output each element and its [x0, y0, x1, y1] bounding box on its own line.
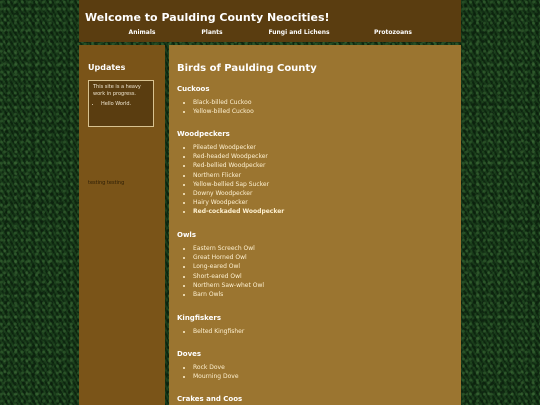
list-item: • Mourning Dove [193, 372, 447, 381]
list-item: • Downy Woodpecker [193, 189, 447, 198]
list-item: • Yellow-billed Cuckoo [193, 107, 447, 116]
nav-animals[interactable]: Animals [128, 29, 156, 36]
page [79, 0, 461, 405]
site-title: Welcome to Paulding County Neocities! [85, 11, 330, 24]
list-item: • Red-bellied Woodpecker [193, 161, 447, 170]
updates-list [93, 101, 149, 108]
section-heading: Woodpeckers [177, 130, 230, 138]
list-item: • Red-headed Woodpecker [193, 152, 447, 161]
main-content [169, 45, 461, 405]
section-doves [177, 350, 447, 381]
section-kingfiskers [177, 314, 447, 336]
page-title: Birds of Paulding County [177, 63, 317, 74]
nav-plants[interactable]: Plants [201, 29, 223, 36]
section-heading: Cuckoos [177, 85, 210, 93]
bird-list [177, 363, 447, 381]
list-item: • Hairy Woodpecker [193, 198, 447, 207]
list-item: • Northern Saw-whet Owl [193, 281, 447, 290]
list-item: • Red-cockaded Woodpecker [193, 207, 447, 216]
list-item: • Rock Dove [193, 363, 447, 372]
list-item: • Northern Flicker [193, 171, 447, 180]
list-item: • Long-eared Owl [193, 262, 447, 271]
nav-protozoans[interactable]: Protozoans [374, 29, 412, 36]
nav-fungi-and-lichens[interactable]: Fungi and Lichens [268, 29, 330, 36]
bird-list [177, 244, 447, 299]
bird-list [177, 327, 447, 336]
section-heading: Owls [177, 231, 196, 239]
section-cuckoos [177, 85, 447, 116]
updates-text: This site is a heavy work in progress. [93, 84, 141, 97]
bird-list [177, 143, 447, 217]
sidebar [79, 45, 165, 405]
section-heading: Kingfiskers [177, 314, 222, 322]
list-item: • Yellow-bellied Sap Sucker [193, 180, 447, 189]
list-item: • Eastern Screech Owl [193, 244, 447, 253]
list-item: • Black-billed Cuckoo [193, 98, 447, 107]
updates-box [88, 80, 154, 127]
section-owls [177, 231, 447, 299]
bird-list [177, 98, 447, 116]
section-heading: Doves [177, 350, 202, 358]
section-woodpeckers [177, 130, 447, 217]
site-header [79, 0, 461, 42]
sidebar-title: Updates [88, 63, 126, 72]
updates-item: • Hello World. [101, 101, 149, 108]
navbar [79, 29, 461, 41]
list-item: • Short-eared Owl [193, 272, 447, 281]
list-item: • Great Horned Owl [193, 253, 447, 262]
section-heading: Crakes and Coos [177, 395, 243, 403]
section-crakes-and-coos [177, 395, 447, 404]
list-item: • Belted Kingfisher [193, 327, 447, 336]
list-item: • Pileated Woodpecker [193, 143, 447, 152]
list-item: • Barn Owls [193, 290, 447, 299]
sidebar-note: testing testing [88, 180, 125, 186]
